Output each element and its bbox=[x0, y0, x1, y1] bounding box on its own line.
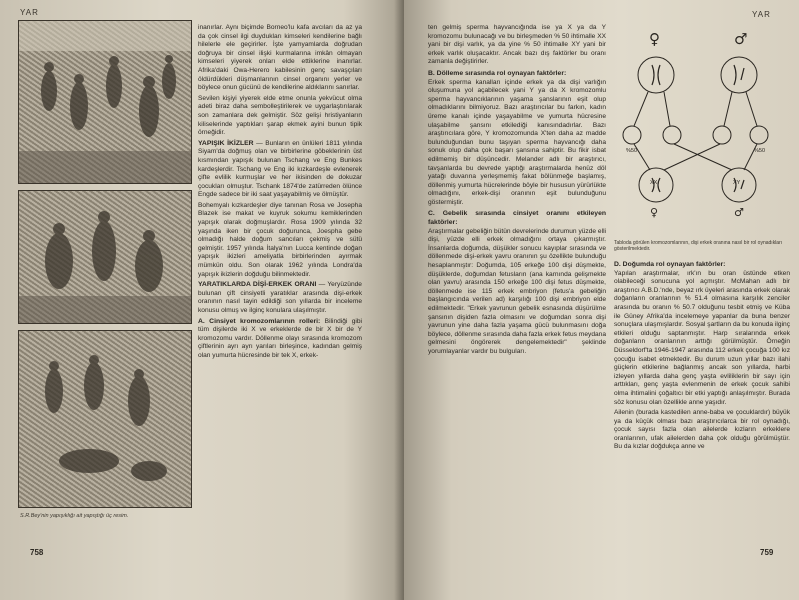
paragraph bbox=[198, 318, 362, 361]
section-heading: C. Gebelik sırasında cinsiyet oranını etkileyen faktörler: bbox=[428, 210, 606, 227]
engraving-middle bbox=[18, 190, 192, 324]
pct-right-label: %50 bbox=[754, 148, 766, 154]
pct-left-label: %50 bbox=[626, 148, 638, 154]
male-symbol-bottom: ♂ bbox=[734, 206, 744, 219]
engraving-top-figures bbox=[19, 21, 191, 183]
female-symbol-bottom: ♀ bbox=[650, 206, 659, 219]
paragraph-text: Bilindiği gibi tüm dişilerde iki X ve erkeklerde de bir X bir de Y kromozomu vardır. Döllenme olayı sırasında kromozom çiftlerinin ayrı ayrı yarıları birleşince, kadından gelmiş olan yumurta hücresinde bir tek X, erkek- bbox=[198, 317, 362, 359]
paragraph: Ailenin (burada kastedilen anne-baba ve çocuklardır) büyük ya da küçük olması bazı araştırıcılarca bir rol oynadığı, çocuk sayısı fazla olan ailelerde kızların erkeklere oranlarının, ufak ailelerden daha çok olduğu görülmüştür. Bu da kızlar doğdukça anne ve bbox=[614, 409, 790, 451]
paragraph: ten gelmiş sperma hayvancığında ise ya X ya da Y kromozomu bulunacağı ve bu birleşmeden % 50 ihtimalle XX yani bir dişi varlık, ya da yine % 50 ihtimalle XY yani bir erkek varlık oluşacaktır. Ancak bazı dış faktörler bu oranı zamanla değiştirirler. bbox=[428, 24, 606, 66]
xx-label: XX bbox=[650, 180, 658, 186]
paragraph: Araştırmalar gebeliğin bütün devrelerinde durumun yüzde elli dişi, yüzde elli erkek olmadığını ortaya çıkarmıştır. İnsanlarda doğumda, düşükler sonucu kayıplar sırasında ve döllenmede dişi-erkek yavru oranının şu özellikte bulunduğu hesaplanmıştır: Doğumda, 105 erkeğe 100 dişi düşmekte, düşüklerde, doğumdan fetusların (ana karnında gelişmekte olan yavru) arasında 150 erkeğe 100 dişi fetus düşmekte, döllenmede ise 115 erkek embriyon (fetus'a gebeliğin başlangıcında verilen ad) karşılığı 100 dişi embriyon elde edilmektedir. "Erkek yavrunun gebelik esnasında düşürülme şansının dişiden fazla olmasını ve doğumdan sonra dişi yavrunun yine daha fazla yaşama gücü bulunmasını doğa böylece, döllenme sırasında daha fazla erkek fetus meydana gelmesini öngörerek dengelemektedir" şeklinde yorumlayanlar vardır bu bulguları. bbox=[428, 227, 606, 355]
paragraph-text: — Yeryüzünde bulunan çift cinsiyetli yaratıklar arasında dişi-erkek oranının nasıl tayin edildiği son yıllarda bir inceleme konusu olmuş ve ilginç konulara ulaşılmıştır. bbox=[198, 281, 362, 314]
paragraph: Erkek sperma kanalları içinde erkek ya da dişi varlığın oluşumuna yol açabilecek yani Y ya da X kromozomlu sperma hayvancıklarının yaşama şanslarının eşit olup olmadıklarını bilmiyoruz. Bazı araştırıcılar bu farkın, kadın üreme kanalı içinde yaşayabilme ve yumurta hücresine ulaşabilme şansını etkilediği kanısındadırlar. Bazı araştırıcılara göre, Y kromozomunda X'ten daha az madde bulunduğundan bunu taşıyan sperma hayvancığı daha sonuk olup daha çok başarı şansına sahiptir. Bu fikir isbat edilmemiş bir düşüncedir. Melander adlı bir araştırıcı, tavşanlarda bu devrede yaptığı araştırmalarda henüz döl yatağı duvarına yerleşmemiş fakat bölünmeğe başlamış, döllenmiş yumurta hücrelerinde böyle bir hususun yürürlükte olmadığını, erkek-dişi oranının eşit bulunduğunu göstermiştir. bbox=[428, 78, 606, 206]
engraving-bottom-figures bbox=[19, 331, 191, 507]
right-page-number: 759 bbox=[760, 548, 774, 557]
chromosome-diagram bbox=[614, 30, 794, 240]
female-symbol-top: ♀ bbox=[649, 30, 660, 48]
male-symbol-top: ♂ bbox=[734, 30, 748, 48]
right-running-head: YAR bbox=[752, 10, 771, 19]
section-heading: B. Dölleme sırasında rol oynayan faktörler: bbox=[428, 69, 567, 77]
left-running-head: YAR bbox=[20, 8, 39, 17]
paragraph bbox=[198, 281, 362, 315]
paragraph-text: — Bunların en ünlüleri 1811 yılında Siyam'da doğmuş olan ve birbirlerine göbeklerinin üst kısmından yapışık bulunan Tschang ve Eng Bunkes kardeşlerdir. Tschang ve Eng iki kızkardeşle evlenerek çifte evlilik kurmuşlar ve her ikisinden de dokuzar çocukları olmuştur. Tschank 1874'de zatürreden ölünce Engde sadece bir iki saat yaşayabilmiş ve ölmüştür. bbox=[198, 139, 362, 199]
right-text-column-2 bbox=[614, 258, 790, 454]
left-text-column bbox=[198, 24, 362, 363]
section-heading: A. Cinsiyet kromozomlarının rolleri: bbox=[198, 317, 321, 325]
section-heading: D. Doğumda rol oynayan faktörler: bbox=[614, 261, 726, 268]
left-caption: S.R.Bey'nin yapışıklığı ait yapıştığı üç resim. bbox=[20, 513, 129, 519]
figure-caption: Tabloda görülen kromozomlarının, dişi erkek oranına nasıl bir rol oynadıkları gösterilmektedir. bbox=[614, 240, 783, 252]
xy-label: XY bbox=[733, 180, 741, 186]
right-text-column-1 bbox=[428, 24, 606, 359]
right-page bbox=[404, 0, 799, 600]
engraving-top bbox=[18, 20, 192, 184]
chromosome-diagram-svg bbox=[614, 30, 794, 240]
paragraph: Yapılan araştırmalar, ırk'ın bu oran üstünde etken olabileceği sonucuna yol açmıştır. McMahan adlı bir araştırıcı A.B.D.'nde, beyaz ırk üyeleri arasında erkek olarak doğanların oranlarının % 51.4 olmasına karşılık zenciler arasında bu oranın % 50.7 olduğunu tesbit etmiş ve Küba ile Güney Afrika'da incelemeye yapanlar da buna benzer sonuçlara ulaşmışlardır. Sosyal şartların da bu konuda ilginç etkileri olduğu saptanmıştır. Harp sıralarında erkek doğanların oranlarının arttığı görülmüştür. Örneğin Düsseldorf'ta 1946-1947 arasında 112 erkek çocuğa 100 kız çocuğu isabet etmektedir. Bu durum uzun yıllar bazı ilahi güçlerin etkilerine bağlanmış ancak son yıllarda, harbi izleyen yıllarda daha genç yaşta evliliklerin bir sayı için arttıkları, genç yaşta evlenmenin de erkek çocuk sahibi olma ihtimalini çoğaltıcı bir etki yaptığı anlaşılmıştır. Burada söz konusu olan özellikle anne yaşıdır. bbox=[614, 269, 790, 406]
engraving-bottom bbox=[18, 330, 192, 508]
section-heading: YARATIKLARDA DİŞİ-ERKEK ORANI bbox=[198, 281, 317, 289]
left-page-number: 758 bbox=[30, 548, 44, 557]
paragraph: Bohemyalı kızkardeşler diye tanınan Rosa ve Josepha Blazek ise makat ve kuyruk sokumu kemiklerinden yapışık olarak doğmuşlardır. Rosa 1909 yılında 32 yaşında iken bir çocuk doğurunca, Joespha gebe olmadığı halde doğum sancıları çekmiş ve sütü gelmiştir. 1957 yılında İtalya'nın Lucca kentinde doğan yapışık ikizleri ameliyatla birbirlerinden ayırmak mümkün oldu. Son olarak 1962 yılında Londra'da yapışık ikizlerin doğduğu bilinmektedir. bbox=[198, 201, 362, 278]
paragraph: inanırlar. Aynı biçimde Borneo'lu kafa avcıları da az ya da çok cinsel ilgi duydukları kimseleri kendilerine bağlı hilelerle ele geçirirler. İşte yamyamlarda doğrudan doğruya bir cinsel ilişki kurmalarına imkân olmayan kimseleri yiyerek onları elde ettiklerine inanırlar. Afrika'daki Owa-Herero kabilesinin genç savaşçıları öldürdükleri düşmanlarının cinsel organını yerler ve böylece onun gücünü de kendilerine aldıklarını sanırlar. bbox=[198, 24, 362, 92]
engraving-middle-figures bbox=[19, 191, 191, 323]
paragraph: Sevilen kişiyi yiyerek elde etme onunla yekvücut olma adeti biraz daha sembolleştirilerek ve uygarlaştırılarak son zamanlara dek gelmiştir. Söz gelişi hristiyanların kiliselerinde yaptıkları şarap ekmek ayini bunun tipik örneğidir. bbox=[198, 94, 362, 137]
paragraph bbox=[198, 140, 362, 200]
section-heading: YAPIŞIK İKİZLER bbox=[198, 139, 254, 147]
